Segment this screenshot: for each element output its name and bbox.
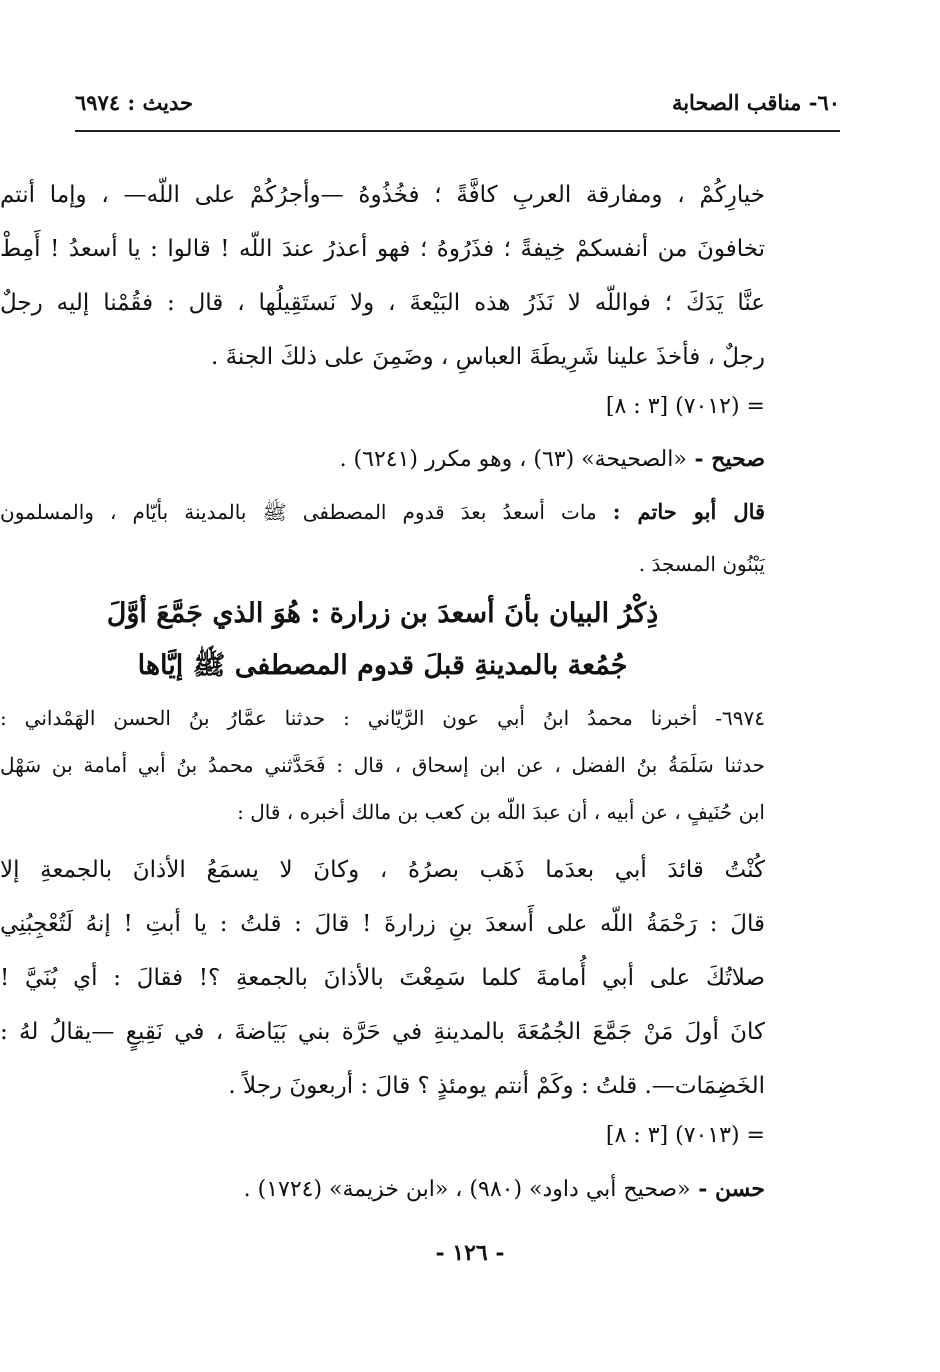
text-line: عنَّا يَدَكَ ؛ فواللّه لا نَذَرُ هذه البَيْعةَ ، ولا نَستَقِيلُها ، قال : فقُمْنا إليه رجلٌ [0, 290, 765, 316]
heading-line: ذِكْرُ البيان بأنَ أسعدَ بن زرارة : هُوَ الذي جَمَّعَ أوَّلَ [106, 598, 659, 629]
chapter-title: ٦٠- مناقب الصحابة [671, 89, 840, 115]
text-line: كُنْتُ قائدَ أبي بعدَما ذَهَب بصرُهُ ، وكانَ لا يسمَعُ الأذانَ بالجمعةِ إلا [0, 857, 765, 883]
hadith-isnad [0, 695, 765, 836]
grading-sources: «الصحيحة» (٦٣) ، وهو مكرر (٦٢٤١) . [339, 447, 687, 472]
hadith-reference: حديث : ٦٩٧٤ [75, 89, 193, 115]
hadith-grading [0, 432, 765, 486]
text-line: كانَ أولَ مَنْ جَمَّعَ الجُمُعَةَ بالمدينةِ في حَرَّة بني بَيَاضةَ ، في نَقِيعٍ —يقالُ لهُ : [0, 1019, 765, 1045]
page-number: - ١٢٦ - [435, 1240, 505, 1266]
text-line: تخافونَ من أنفسكمْ خِيفةً ؛ فذَرُوهُ ؛ فهو أعذرُ عندَ اللّه ! قالوا : يا أسعدُ ! أَمِطْ [0, 236, 765, 262]
isnad-line: حدثنا سَلَمَةُ بنُ الفضل ، عن ابن إسحاق ، قال : فَحَدَّثني محمدُ بنُ أبي أمامة بن سَهْل [0, 753, 765, 777]
text-line: رجلٌ ، فأخذَ علينا شَرِيطَةَ العباسِ ، وضَمِنَ على ذلكَ الجنةَ . [210, 344, 765, 370]
cross-reference-formula: = (٧٠١٣) [٣ : ٨] [605, 1123, 765, 1148]
note-speaker: قال أبو حاتم : [612, 499, 765, 524]
text-line: صلاتُكَ على أبي أُمامةَ كلما سَمِعْتَ بالأذانَ بالجمعةِ ؟! فقالَ : أي بُنَيَّ ! [0, 965, 765, 991]
running-header [75, 82, 840, 122]
isnad-line: ابن حُنَيفٍ ، عن أبيه ، أن عبدَ اللّه بن كعب بن مالك أخبره ، قال : [237, 800, 765, 824]
heading-line: جُمُعة بالمدينةِ قبلَ قدوم المصطفى ﷺ إيَّاها [137, 650, 628, 681]
note-line: يَبْنُون المسجدَ . [638, 552, 765, 576]
grading-label: صحيح - [694, 446, 765, 472]
text-line: خيارِكُمْ ، ومفارقة العربِ كافَّةً ؛ فخُذُوهُ —وأجرُكُمْ على اللّه— ، وإما أنتم [0, 182, 765, 208]
previous-hadith-text [0, 168, 765, 384]
note-line [0, 486, 765, 538]
text-line: الخَضِمَات—. قلتُ : وكَمْ أنتم يومئذٍ ؟ قالَ : أربعونَ رجلاً . [228, 1073, 765, 1099]
grading-label: حسن - [698, 1176, 765, 1202]
note-text: مات أسعدُ بعدَ قدوم المصطفى ﷺ بالمدينة بأيّام ، والمسلمون [0, 500, 597, 524]
cross-reference-formula: = (٧٠١٢) [٣ : ٨] [605, 394, 765, 419]
text-line: قالَ : رَحْمَةُ اللّه على أَسعدَ بنِ زرارةَ ! قالَ : قلتُ : يا أبتِ ! إنهُ لَتُعْجِبُنِي [0, 911, 765, 937]
author-note [0, 486, 765, 590]
grading-sources: «صحيح أبي داود» (٩٨٠) ، «ابن خزيمة» (١٧٢٤) . [243, 1177, 691, 1202]
hadith-grading [0, 1162, 765, 1216]
chapter-heading [0, 588, 765, 692]
isnad-line: ٦٩٧٤- أخبرنا محمدُ ابنُ أبي عون الرَّيّاني : حدثنا عمَّارُ بنُ الحسن الهَمْداني : [0, 706, 765, 730]
header-rule [75, 130, 840, 132]
hadith-matn [0, 843, 765, 1113]
